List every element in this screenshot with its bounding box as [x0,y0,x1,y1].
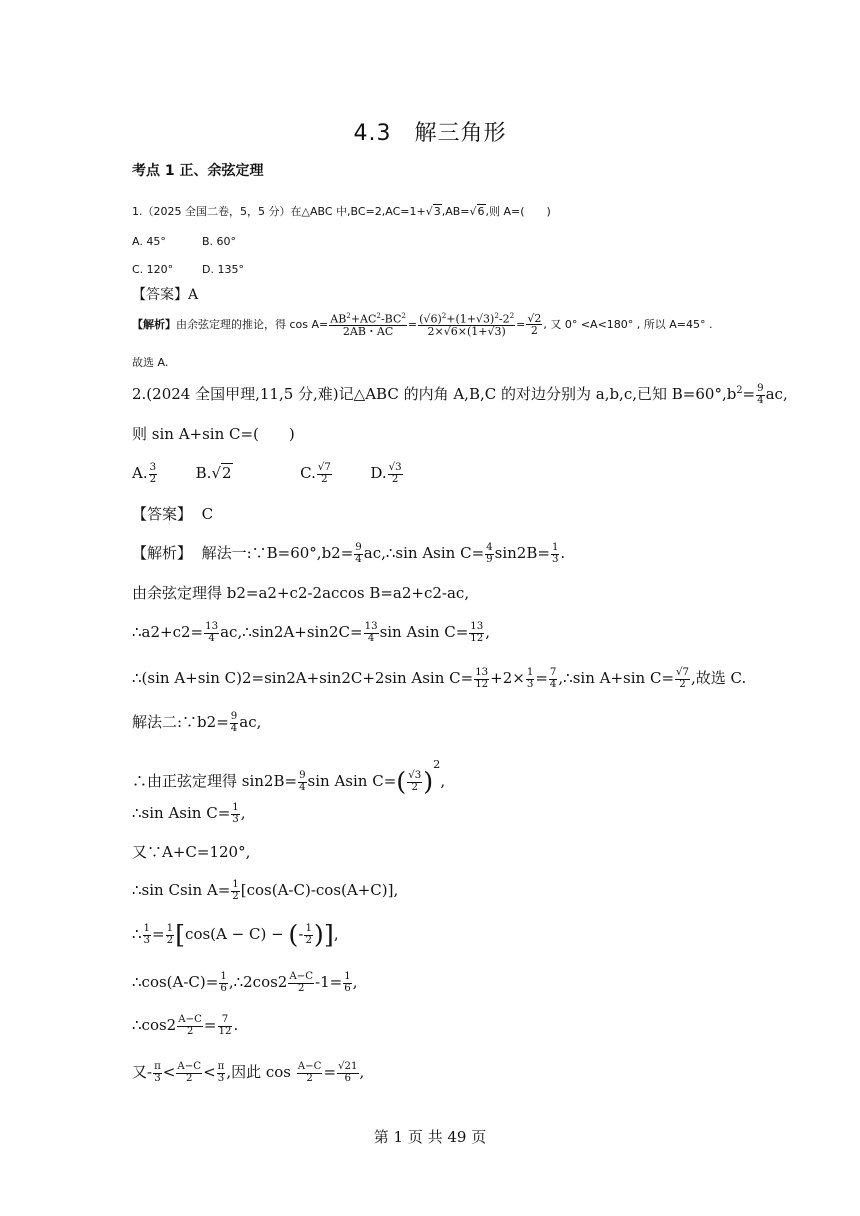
q2-method2-line5: ∴sin Csin A= $\frac{1}{2}$ [cos(A-C)-cos(A+C)], [132,879,399,902]
q1-option-c: C. 120° [132,263,174,276]
q2-analysis-line3: ∴a2+c2= $\frac{13}{4}$ ac,∴sin2A+sin2C= $\frac{13}{4}$ sin Asin C= $\frac{13}{12}$ , [132,621,491,644]
q2-options [132,463,404,485]
q2-analysis-line1: 【解析】 解法一:∵B=60°,b2= $\frac{9}{4}$ ac,∴sin Asin C= $\frac{4}{9}$ sin2B= $\frac{1}{3}$ . [132,542,566,565]
q2-option-d: D. $\frac{√3}{2}$ [370,462,402,485]
section-heading: 考点 1 正、余弦定理 [132,163,264,179]
q2-method2-line9: 又- $\frac{\pi}{3}$ < $\frac{A-C}{2}$ < $\frac{\pi}{3}$ ,因此 cos $\frac{A-C}{2}$ = $\frac{√21}{6}$ , [132,1061,365,1084]
page-footer: 第 1 页 共 49 页 [373,1128,487,1146]
q2-analysis-line2: 由余弦定理得 b2=a2+c2-2accos B=a2+c2-ac, [132,584,470,602]
q2-method2-line4: 又∵A+C=120°, [132,843,251,861]
q2-option-b: B.√2 [195,464,232,483]
q2-option-c: C. $\frac{√7}{2}$ [300,462,331,485]
q2-answer: 【答案】 C [132,505,214,523]
q1-option-a: A. 45° [132,235,166,248]
q2-method2-line6: ∴ $\frac{1}{3}$ = $\frac{1}{2}$ [cos(A − C) − (- $\frac{1}{2}$ )], [132,920,339,950]
q1-option-d: D. 135° [202,263,244,276]
q2-stem-line2: 则 sin A+sin C=( ) [132,425,295,443]
q2-method2-line8: ∴cos2 $\frac{A-C}{2}$ = $\frac{7}{12}$ . [132,1014,239,1037]
q1-conclusion: 故选 A. [132,356,169,369]
q1-stem: 1.（2025 全国二卷，5，5 分）在△ABC 中,BC=2,AC=1+√3,AB=√6,则 A=( ) [132,205,551,218]
q2-method2-line7: ∴cos(A-C)= $\frac{1}{6}$ ,∴2cos2 $\frac{A-C}{2}$ -1= $\frac{1}{6}$ , [132,971,358,994]
q1-options-row1 [132,235,272,248]
q2-analysis-line4: ∴(sin A+sin C)2=sin2A+sin2C+2sin Asin C= $\frac{13}{12}$ +2× $\frac{1}{3}$ = $\frac{7}{4}$ ,∴sin A+sin C= $\frac{√7}{2}$ ,故选 C. [132,667,747,690]
q2-method2-line2: ∴由正弦定理得 sin2B= $\frac{9}{4}$ sin Asin C=( $\frac{√3}{2}$ )$^2$, [132,758,446,797]
q2-method2-line3: ∴sin Asin C= $\frac{1}{3}$ , [132,802,246,825]
q1-option-b: B. 60° [202,235,237,248]
q2-stem: 2.(2024 全国甲理,11,5 分,难)记△ABC 的内角 A,B,C 的对边分别为 a,b,c,已知 $B=60^\circ,b^2=$ $\frac{9}{4}$ ac, [132,383,788,406]
q2-method2-line1: 解法二:∵b2= $\frac{9}{4}$ ac, [132,711,262,734]
q1-options-row2 [132,263,272,276]
q2-option-a: A. $\frac{3}{2}$ [132,462,157,485]
q1-analysis: 【解析】由余弦定理的推论，得 cos A= $\frac{AB^2+AC^2-BC^2}{2AB・AC}$ = $\frac{(√6)^2+(1+√3)^2-2^2}{2\times√6\times(1+√3)}$ = $\frac{√2}{2}$ , 又 0° <A<180° , 所以 A=45° . [132,311,713,339]
page-title: 4.3 解三角形 [353,121,507,146]
q1-answer: 【答案】A [132,287,199,303]
